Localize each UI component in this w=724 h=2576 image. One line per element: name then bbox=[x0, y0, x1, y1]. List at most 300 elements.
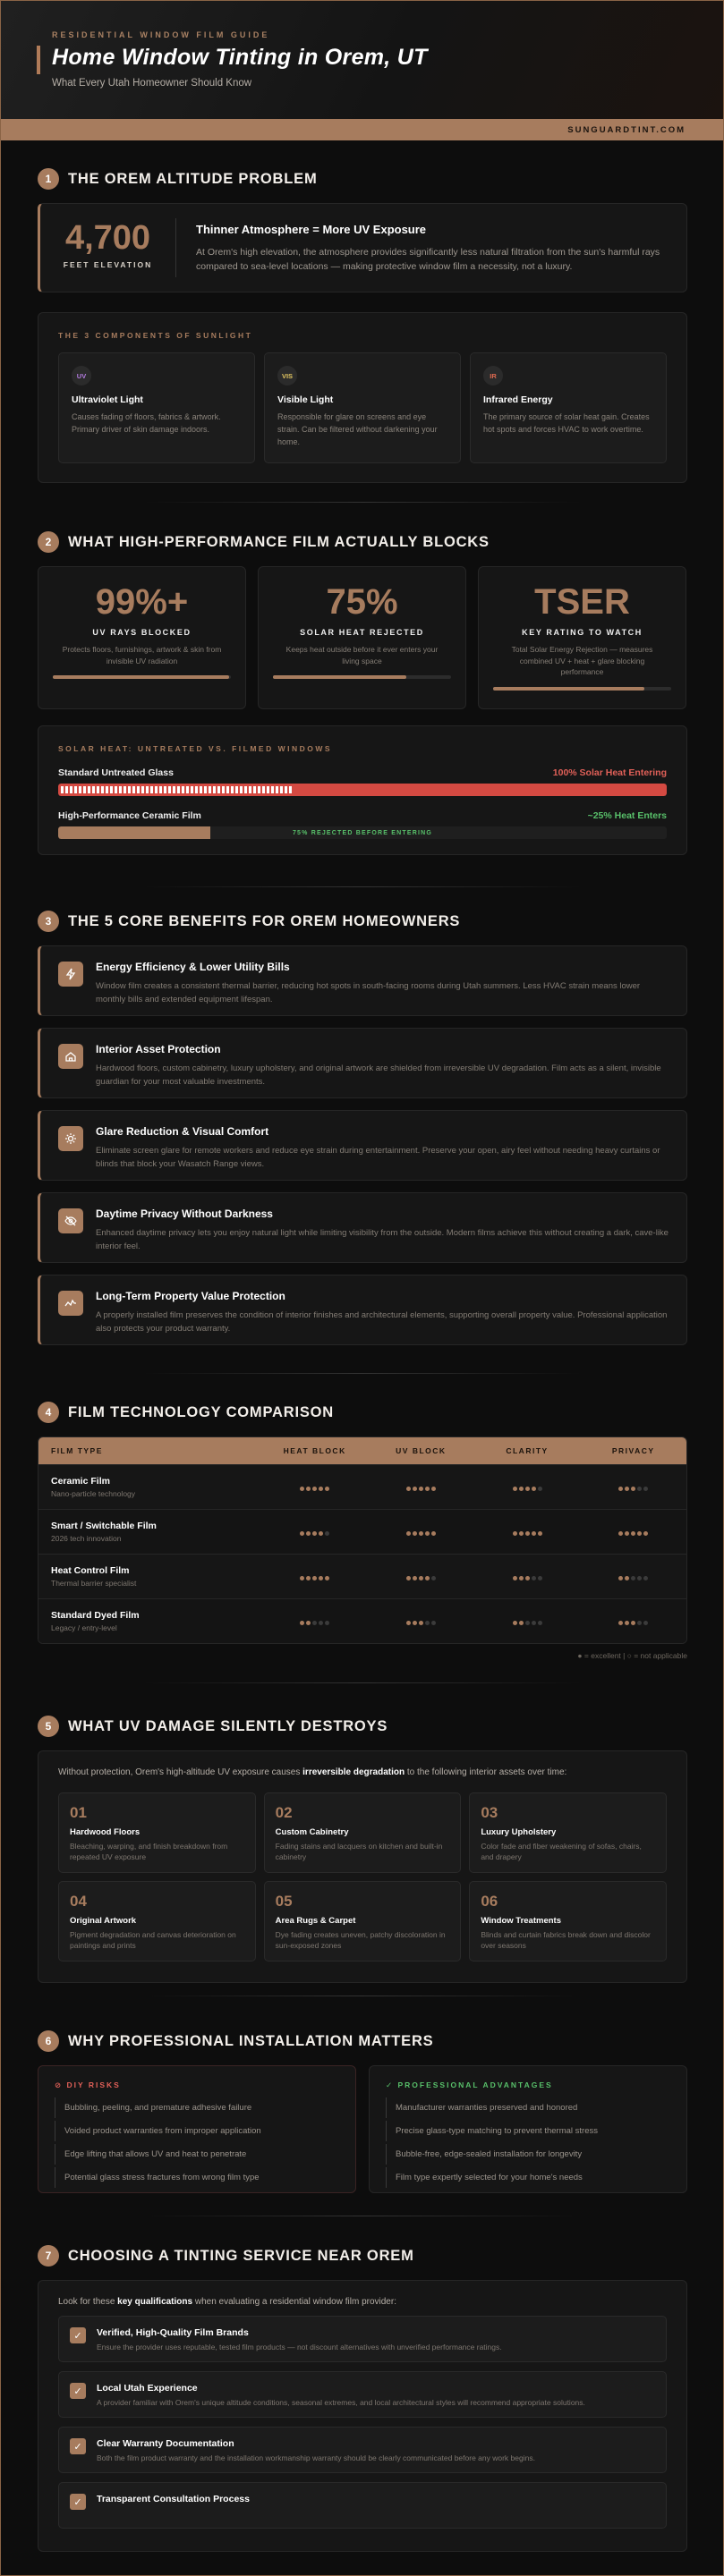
stat-label: UV RAYS BLOCKED bbox=[92, 628, 192, 637]
diy-list-item: Bubbling, peeling, and premature adhesive failure bbox=[55, 2097, 339, 2118]
qualification-content bbox=[97, 2438, 535, 2462]
section-benefits bbox=[38, 910, 687, 1357]
stat-value: 75% bbox=[326, 582, 398, 622]
rating-cell bbox=[261, 1569, 368, 1585]
rating-dots bbox=[406, 1621, 436, 1625]
rating-dot bbox=[525, 1531, 530, 1536]
uv-damage-item bbox=[264, 1792, 462, 1873]
stat-value: 99%+ bbox=[95, 582, 189, 622]
qualifications-intro bbox=[58, 2297, 667, 2307]
uv-damage-card bbox=[38, 1750, 687, 1983]
rating-dot bbox=[625, 1621, 629, 1625]
qualification-title: Clear Warranty Documentation bbox=[97, 2438, 234, 2449]
rating-dot bbox=[419, 1531, 423, 1536]
component-card bbox=[58, 352, 255, 463]
table-row bbox=[38, 1554, 686, 1598]
rating-dots bbox=[513, 1531, 542, 1536]
qualification-text: Both the film product warranty and the installation workmanship warranty should be clearly communicated before any work begins. bbox=[97, 2453, 535, 2462]
uv-damage-item bbox=[469, 1881, 667, 1962]
film-type-cell bbox=[38, 1565, 261, 1588]
qualification-content bbox=[97, 2494, 250, 2517]
rating-cell bbox=[474, 1569, 581, 1585]
qualification-item bbox=[58, 2316, 667, 2362]
checkbox-icon: ✓ bbox=[70, 2383, 86, 2399]
rating-dots bbox=[300, 1621, 329, 1625]
rating-cell bbox=[580, 1614, 686, 1630]
section-title: WHAT HIGH-PERFORMANCE FILM ACTUALLY BLOCKS bbox=[68, 533, 490, 550]
checkbox-icon: ✓ bbox=[70, 2438, 86, 2454]
stat-card bbox=[478, 566, 686, 709]
table-row bbox=[38, 1464, 686, 1509]
hero-accent-bar bbox=[37, 46, 40, 74]
rating-dot bbox=[618, 1531, 623, 1536]
item-text: Blinds and curtain fabrics break down and discolor over seasons bbox=[481, 1930, 651, 1950]
section-number: 5 bbox=[38, 1716, 59, 1737]
pro-advantages-label: PROFESSIONAL ADVANTAGES bbox=[397, 2080, 553, 2089]
rating-dot bbox=[425, 1531, 430, 1536]
section-title: FILM TECHNOLOGY COMPARISON bbox=[68, 1403, 335, 1420]
section-number: 2 bbox=[38, 531, 59, 553]
qualification-item bbox=[58, 2482, 667, 2529]
elevation-heading: Thinner Atmosphere = More UV Exposure bbox=[196, 222, 427, 236]
rating-dot bbox=[319, 1621, 323, 1625]
pro-list-item: Bubble-free, edge-sealed installation for longevity bbox=[386, 2144, 670, 2165]
rating-dot bbox=[419, 1487, 423, 1491]
section-choosing bbox=[38, 2244, 687, 2566]
rating-dot bbox=[618, 1487, 623, 1491]
uv-damage-item bbox=[58, 1881, 256, 1962]
filmed-name: High-Performance Ceramic Film bbox=[58, 810, 201, 821]
benefit-content bbox=[96, 1208, 670, 1262]
warning-icon: ⊘ bbox=[55, 2080, 67, 2089]
uv-intro bbox=[58, 1767, 667, 1777]
qualifications-card bbox=[38, 2280, 687, 2552]
section-number: 4 bbox=[38, 1402, 59, 1423]
rating-dot bbox=[406, 1576, 411, 1580]
rating-dot bbox=[425, 1576, 430, 1580]
uv-intro-text-end: to the following interior assets over time: bbox=[405, 1767, 567, 1777]
section-header bbox=[38, 167, 687, 191]
stat-progress-fill bbox=[493, 687, 644, 691]
rating-dot bbox=[413, 1576, 417, 1580]
section-blocks bbox=[38, 530, 687, 870]
column-header: UV BLOCK bbox=[396, 1446, 447, 1455]
pro-advantages-list bbox=[386, 2097, 670, 2188]
rating-dot bbox=[431, 1487, 436, 1491]
section-uv-damage bbox=[38, 1715, 687, 1983]
rating-dot bbox=[625, 1487, 629, 1491]
rating-dot bbox=[532, 1621, 536, 1625]
rating-dot bbox=[312, 1487, 317, 1491]
diy-list-item: Edge lifting that allows UV and heat to penetrate bbox=[55, 2144, 339, 2165]
rating-dot bbox=[431, 1576, 436, 1580]
benefit-text: Window film creates a consistent thermal barrier, reducing hot spots in south-facing rooms during Utah summers. Less HVAC strain means lower monthly bills and extended equipment lifespan. bbox=[96, 981, 641, 1004]
components-list bbox=[58, 352, 667, 463]
filmed-row bbox=[58, 810, 667, 821]
rating-dot bbox=[519, 1621, 524, 1625]
checkbox-icon: ✓ bbox=[70, 2327, 86, 2343]
rating-dot bbox=[637, 1576, 642, 1580]
uv-damage-item bbox=[58, 1792, 256, 1873]
rating-dot bbox=[413, 1487, 417, 1491]
item-number: 06 bbox=[481, 1893, 498, 1910]
rating-dot bbox=[631, 1531, 635, 1536]
benefit-title: Glare Reduction & Visual Comfort bbox=[96, 1125, 269, 1138]
rating-dot bbox=[431, 1531, 436, 1536]
qualification-content bbox=[97, 2383, 585, 2406]
item-title: Custom Cabinetry bbox=[275, 1827, 349, 1837]
rating-dot bbox=[306, 1487, 311, 1491]
rating-dot bbox=[538, 1531, 542, 1536]
rating-cell bbox=[368, 1479, 474, 1496]
home-icon bbox=[58, 1044, 83, 1069]
rating-dot bbox=[643, 1531, 648, 1536]
rating-dot bbox=[319, 1487, 323, 1491]
benefit-card bbox=[38, 1110, 687, 1181]
components-label: THE 3 COMPONENTS OF SUNLIGHT bbox=[58, 331, 253, 340]
rating-dots bbox=[513, 1487, 542, 1491]
rating-dot bbox=[325, 1621, 329, 1625]
component-title: Ultraviolet Light bbox=[72, 394, 143, 405]
diy-list-item: Potential glass stress fractures from wrong film type bbox=[55, 2167, 339, 2188]
component-card bbox=[470, 352, 667, 463]
divider bbox=[144, 502, 581, 503]
untreated-name: Standard Untreated Glass bbox=[58, 767, 174, 778]
rating-cell bbox=[261, 1524, 368, 1540]
rating-dot bbox=[637, 1621, 642, 1625]
rating-dot bbox=[513, 1576, 517, 1580]
film-name: Ceramic Film bbox=[51, 1476, 110, 1487]
section-number: 3 bbox=[38, 911, 59, 932]
filmed-caption: 75% REJECTED BEFORE ENTERING bbox=[292, 829, 433, 836]
uv-intro-bold: irreversible degradation bbox=[302, 1767, 405, 1777]
item-text: Bleaching, warping, and finish breakdown from repeated UV exposure bbox=[70, 1842, 228, 1861]
rating-cell bbox=[368, 1569, 474, 1585]
rating-cell bbox=[580, 1479, 686, 1496]
film-name: Smart / Switchable Film bbox=[51, 1521, 157, 1531]
comparison-table bbox=[38, 1436, 687, 1644]
uv-damage-item bbox=[469, 1792, 667, 1873]
film-subtitle: Legacy / entry-level bbox=[51, 1623, 117, 1632]
rating-dot bbox=[406, 1531, 411, 1536]
trend-icon bbox=[58, 1291, 83, 1316]
rating-dots bbox=[618, 1531, 648, 1536]
solar-heat-comparison bbox=[38, 725, 687, 855]
qualification-item bbox=[58, 2371, 667, 2418]
rating-cell bbox=[474, 1614, 581, 1630]
pro-advantages-card bbox=[369, 2065, 687, 2193]
rating-dots bbox=[513, 1621, 542, 1625]
rating-dot bbox=[618, 1576, 623, 1580]
rating-cell bbox=[474, 1524, 581, 1540]
rating-dot bbox=[618, 1621, 623, 1625]
table-row bbox=[38, 1598, 686, 1643]
untreated-value: 100% Solar Heat Entering bbox=[552, 767, 667, 778]
rating-dot bbox=[538, 1576, 542, 1580]
site-url: SUNGUARDTINT.COM bbox=[567, 124, 686, 135]
rating-dot bbox=[631, 1487, 635, 1491]
item-text: Dye fading creates uneven, patchy discoloration in sun-exposed zones bbox=[275, 1930, 446, 1950]
stat-progress-bar bbox=[53, 675, 231, 679]
rating-dot bbox=[431, 1621, 436, 1625]
film-type-cell bbox=[38, 1476, 261, 1498]
item-number: 04 bbox=[70, 1893, 87, 1910]
rating-dot bbox=[637, 1487, 642, 1491]
benefit-content bbox=[96, 1290, 670, 1344]
rating-dot bbox=[306, 1531, 311, 1536]
rating-dot bbox=[325, 1531, 329, 1536]
stat-progress-bar bbox=[493, 687, 671, 691]
pro-list-item: Manufacturer warranties preserved and honored bbox=[386, 2097, 670, 2118]
filmed-value: ~25% Heat Enters bbox=[587, 810, 667, 821]
section-header bbox=[38, 1401, 687, 1424]
section-header bbox=[38, 1715, 687, 1738]
divider bbox=[144, 1373, 581, 1374]
diy-risks-label: DIY RISKS bbox=[66, 2080, 121, 2089]
rating-dot bbox=[538, 1621, 542, 1625]
rating-dot bbox=[643, 1576, 648, 1580]
qualifications-intro-text: Look for these bbox=[58, 2297, 118, 2307]
rating-dot bbox=[538, 1487, 542, 1491]
rating-dots bbox=[300, 1531, 329, 1536]
untreated-bar-stripes bbox=[61, 786, 292, 793]
diy-list-item: Voided product warranties from improper application bbox=[55, 2121, 339, 2141]
benefit-text: Enhanced daytime privacy lets you enjoy natural light while limiting visibility from the outside. Modern films achieve this without creating a dark, cave-like interior feel. bbox=[96, 1228, 669, 1251]
rating-dots bbox=[618, 1576, 648, 1580]
rating-dot bbox=[631, 1621, 635, 1625]
film-type-cell bbox=[38, 1610, 261, 1632]
benefit-title: Interior Asset Protection bbox=[96, 1043, 221, 1055]
page-title: Home Window Tinting in Orem, UT bbox=[52, 45, 428, 70]
rating-dot bbox=[631, 1576, 635, 1580]
rating-dot bbox=[419, 1576, 423, 1580]
benefit-content bbox=[96, 1125, 670, 1180]
section-number: 6 bbox=[38, 2030, 59, 2052]
rating-dot bbox=[525, 1487, 530, 1491]
qualifications-intro-text-end: when evaluating a residential window film provider: bbox=[192, 2297, 396, 2307]
rating-dot bbox=[319, 1531, 323, 1536]
stat-progress-fill bbox=[53, 675, 229, 679]
rating-dot bbox=[312, 1621, 317, 1625]
rating-dot bbox=[325, 1576, 329, 1580]
eye-off-icon bbox=[58, 1208, 83, 1233]
item-number: 03 bbox=[481, 1804, 498, 1821]
hero-kicker: RESIDENTIAL WINDOW FILM GUIDE bbox=[52, 30, 270, 39]
rating-dot bbox=[325, 1487, 329, 1491]
rating-dot bbox=[643, 1621, 648, 1625]
divider bbox=[144, 1682, 581, 1683]
hero-header bbox=[1, 1, 723, 119]
rating-dot bbox=[513, 1621, 517, 1625]
component-text: Causes fading of floors, fabrics & artwork. Primary driver of skin damage indoors. bbox=[72, 412, 221, 434]
rating-dot bbox=[519, 1576, 524, 1580]
benefit-content bbox=[96, 1043, 670, 1097]
rating-dot bbox=[406, 1621, 411, 1625]
rating-dot bbox=[532, 1576, 536, 1580]
benefit-title: Daytime Privacy Without Darkness bbox=[96, 1208, 273, 1220]
rating-cell bbox=[368, 1524, 474, 1540]
rating-dot bbox=[525, 1576, 530, 1580]
uv-badge-icon: UV bbox=[72, 366, 91, 386]
item-number: 05 bbox=[275, 1893, 293, 1910]
rating-dots bbox=[406, 1576, 436, 1580]
rating-dot bbox=[306, 1621, 311, 1625]
untreated-row bbox=[58, 767, 667, 778]
page-subtitle: What Every Utah Homeowner Should Know bbox=[52, 78, 252, 89]
benefit-content bbox=[96, 961, 670, 1015]
rating-dot bbox=[413, 1621, 417, 1625]
filmed-bar bbox=[58, 826, 667, 839]
qualification-text: Ensure the provider uses reputable, tested film products — not discount alternatives with unverified performance ratings. bbox=[97, 2343, 502, 2351]
diy-risks-card bbox=[38, 2065, 356, 2193]
benefit-title: Long-Term Property Value Protection bbox=[96, 1290, 285, 1302]
section-number: 1 bbox=[38, 168, 59, 190]
sun-icon bbox=[58, 1126, 83, 1151]
qualification-text: A provider familiar with Orem's unique altitude conditions, seasonal extremes, and local architectural styles will recommend appropriate solutions. bbox=[97, 2398, 585, 2407]
rating-dot bbox=[300, 1621, 304, 1625]
benefit-text: Eliminate screen glare for remote workers and reduce eye strain during entertainment. Preserve your open, airy feel without needing heavy curtains or blinds that block your Wasatch Range views. bbox=[96, 1146, 660, 1169]
benefit-text: A properly installed film preserves the condition of interior finishes and architectural elements, supporting overall property value. Professional application also protects your product warranty. bbox=[96, 1310, 668, 1334]
stat-label: SOLAR HEAT REJECTED bbox=[300, 628, 424, 637]
section-number: 7 bbox=[38, 2245, 59, 2267]
film-subtitle: Nano-particle technology bbox=[51, 1489, 136, 1498]
stat-value: TSER bbox=[534, 582, 630, 622]
rating-dot bbox=[406, 1487, 411, 1491]
rating-dot bbox=[643, 1487, 648, 1491]
site-band bbox=[1, 119, 723, 140]
pro-list-item: Film type expertly selected for your home's needs bbox=[386, 2167, 670, 2188]
untreated-bar bbox=[58, 784, 667, 796]
heat-label: SOLAR HEAT: UNTREATED VS. FILMED WINDOWS bbox=[58, 744, 333, 753]
rating-cell bbox=[261, 1614, 368, 1630]
benefit-card bbox=[38, 945, 687, 1016]
item-title: Hardwood Floors bbox=[70, 1827, 141, 1837]
qualification-title: Verified, High-Quality Film Brands bbox=[97, 2327, 249, 2338]
installation-columns bbox=[38, 2065, 687, 2193]
section-title: CHOOSING A TINTING SERVICE NEAR OREM bbox=[68, 2247, 414, 2264]
section-comparison bbox=[38, 1401, 687, 1669]
pro-advantages-heading bbox=[386, 2080, 670, 2090]
elevation-label: FEET ELEVATION bbox=[63, 260, 153, 269]
table-row bbox=[38, 1509, 686, 1554]
section-altitude bbox=[38, 167, 687, 489]
check-icon: ✓ bbox=[386, 2080, 398, 2089]
uv-damage-grid bbox=[58, 1792, 667, 1962]
benefit-card bbox=[38, 1192, 687, 1263]
section-header bbox=[38, 2029, 687, 2053]
qualifications-list bbox=[58, 2316, 667, 2529]
component-text: The primary source of solar heat gain. Creates hot spots and forces HVAC to work overtime. bbox=[483, 412, 650, 434]
rating-dot bbox=[513, 1487, 517, 1491]
qualification-title: Local Utah Experience bbox=[97, 2383, 198, 2394]
rating-dots bbox=[618, 1621, 648, 1625]
item-title: Area Rugs & Carpet bbox=[275, 1916, 356, 1926]
film-type-cell bbox=[38, 1521, 261, 1543]
rating-dot bbox=[519, 1487, 524, 1491]
rating-dot bbox=[413, 1531, 417, 1536]
benefit-card bbox=[38, 1028, 687, 1098]
rating-dot bbox=[425, 1621, 430, 1625]
rating-cell bbox=[368, 1614, 474, 1630]
rating-dot bbox=[419, 1621, 423, 1625]
section-installation bbox=[38, 2029, 687, 2199]
pro-list-item: Precise glass-type matching to prevent thermal stress bbox=[386, 2121, 670, 2141]
stat-label: KEY RATING TO WATCH bbox=[522, 628, 643, 637]
rating-dot bbox=[312, 1576, 317, 1580]
film-subtitle: 2026 tech innovation bbox=[51, 1534, 122, 1543]
component-title: Visible Light bbox=[277, 394, 334, 405]
column-header: FILM TYPE bbox=[51, 1446, 103, 1455]
film-name: Standard Dyed Film bbox=[51, 1610, 140, 1621]
rating-cell bbox=[261, 1479, 368, 1496]
rating-dots bbox=[513, 1576, 542, 1580]
qualification-title: Transparent Consultation Process bbox=[97, 2494, 250, 2504]
rating-dots bbox=[300, 1576, 329, 1580]
rating-dot bbox=[637, 1531, 642, 1536]
component-title: Infrared Energy bbox=[483, 394, 553, 405]
sunlight-components-card bbox=[38, 312, 687, 483]
rating-dot bbox=[625, 1576, 629, 1580]
rating-dot bbox=[306, 1576, 311, 1580]
qualifications-intro-bold: key qualifications bbox=[117, 2297, 193, 2307]
stat-progress-fill bbox=[273, 675, 406, 679]
stat-text: Keeps heat outside before it ever enters your living space bbox=[285, 645, 439, 665]
table-header bbox=[38, 1437, 686, 1464]
divider bbox=[144, 886, 581, 887]
stat-text: Protects floors, furnishings, artwork & skin from invisible UV radiation bbox=[62, 645, 222, 665]
item-number: 02 bbox=[275, 1804, 293, 1821]
rating-dots bbox=[406, 1487, 436, 1491]
rating-dot bbox=[312, 1531, 317, 1536]
component-text: Responsible for glare on screens and eye strain. Can be filtered without darkening your home. bbox=[277, 412, 438, 446]
diy-risks-list bbox=[55, 2097, 339, 2188]
elevation-value: 4,700 bbox=[64, 219, 151, 257]
rating-dot bbox=[300, 1487, 304, 1491]
rating-dot bbox=[525, 1621, 530, 1625]
elevation-body: At Orem's high elevation, the atmosphere provides significantly less natural filtration from the sun's harmful rays compared to sea-level locations — making protective window film a necessity, not a luxury. bbox=[196, 246, 660, 272]
rating-dot bbox=[532, 1531, 536, 1536]
uv-intro-text: Without protection, Orem's high-altitude UV exposure causes bbox=[58, 1767, 303, 1777]
stat-text: Total Solar Energy Rejection — measures combined UV + heat + glare blocking performance bbox=[511, 645, 653, 676]
section-header bbox=[38, 910, 687, 933]
rating-dot bbox=[513, 1531, 517, 1536]
rating-dot bbox=[300, 1576, 304, 1580]
table-legend: ● = excellent | ○ = not applicable bbox=[577, 1651, 687, 1660]
rating-dot bbox=[519, 1531, 524, 1536]
rating-dots bbox=[618, 1487, 648, 1491]
qualification-content bbox=[97, 2327, 502, 2351]
rating-cell bbox=[474, 1479, 581, 1496]
stat-card bbox=[38, 566, 246, 709]
ir-badge-icon: IR bbox=[483, 366, 503, 386]
rating-dots bbox=[300, 1487, 329, 1491]
checkbox-icon: ✓ bbox=[70, 2494, 86, 2510]
uv-damage-item bbox=[264, 1881, 462, 1962]
rating-dot bbox=[319, 1576, 323, 1580]
section-title: WHY PROFESSIONAL INSTALLATION MATTERS bbox=[68, 2032, 434, 2049]
rating-dots bbox=[406, 1531, 436, 1536]
item-text: Pigment degradation and canvas deterioration on paintings and prints bbox=[70, 1930, 236, 1950]
stat-progress-bar bbox=[273, 675, 451, 679]
section-header bbox=[38, 2244, 687, 2267]
elevation-text bbox=[176, 223, 677, 274]
item-title: Luxury Upholstery bbox=[481, 1827, 557, 1837]
rating-dot bbox=[532, 1487, 536, 1491]
rating-dot bbox=[425, 1487, 430, 1491]
section-header bbox=[38, 530, 687, 554]
item-text: Fading stains and lacquers on kitchen and built-in cabinetry bbox=[275, 1842, 443, 1861]
item-title: Window Treatments bbox=[481, 1916, 561, 1926]
